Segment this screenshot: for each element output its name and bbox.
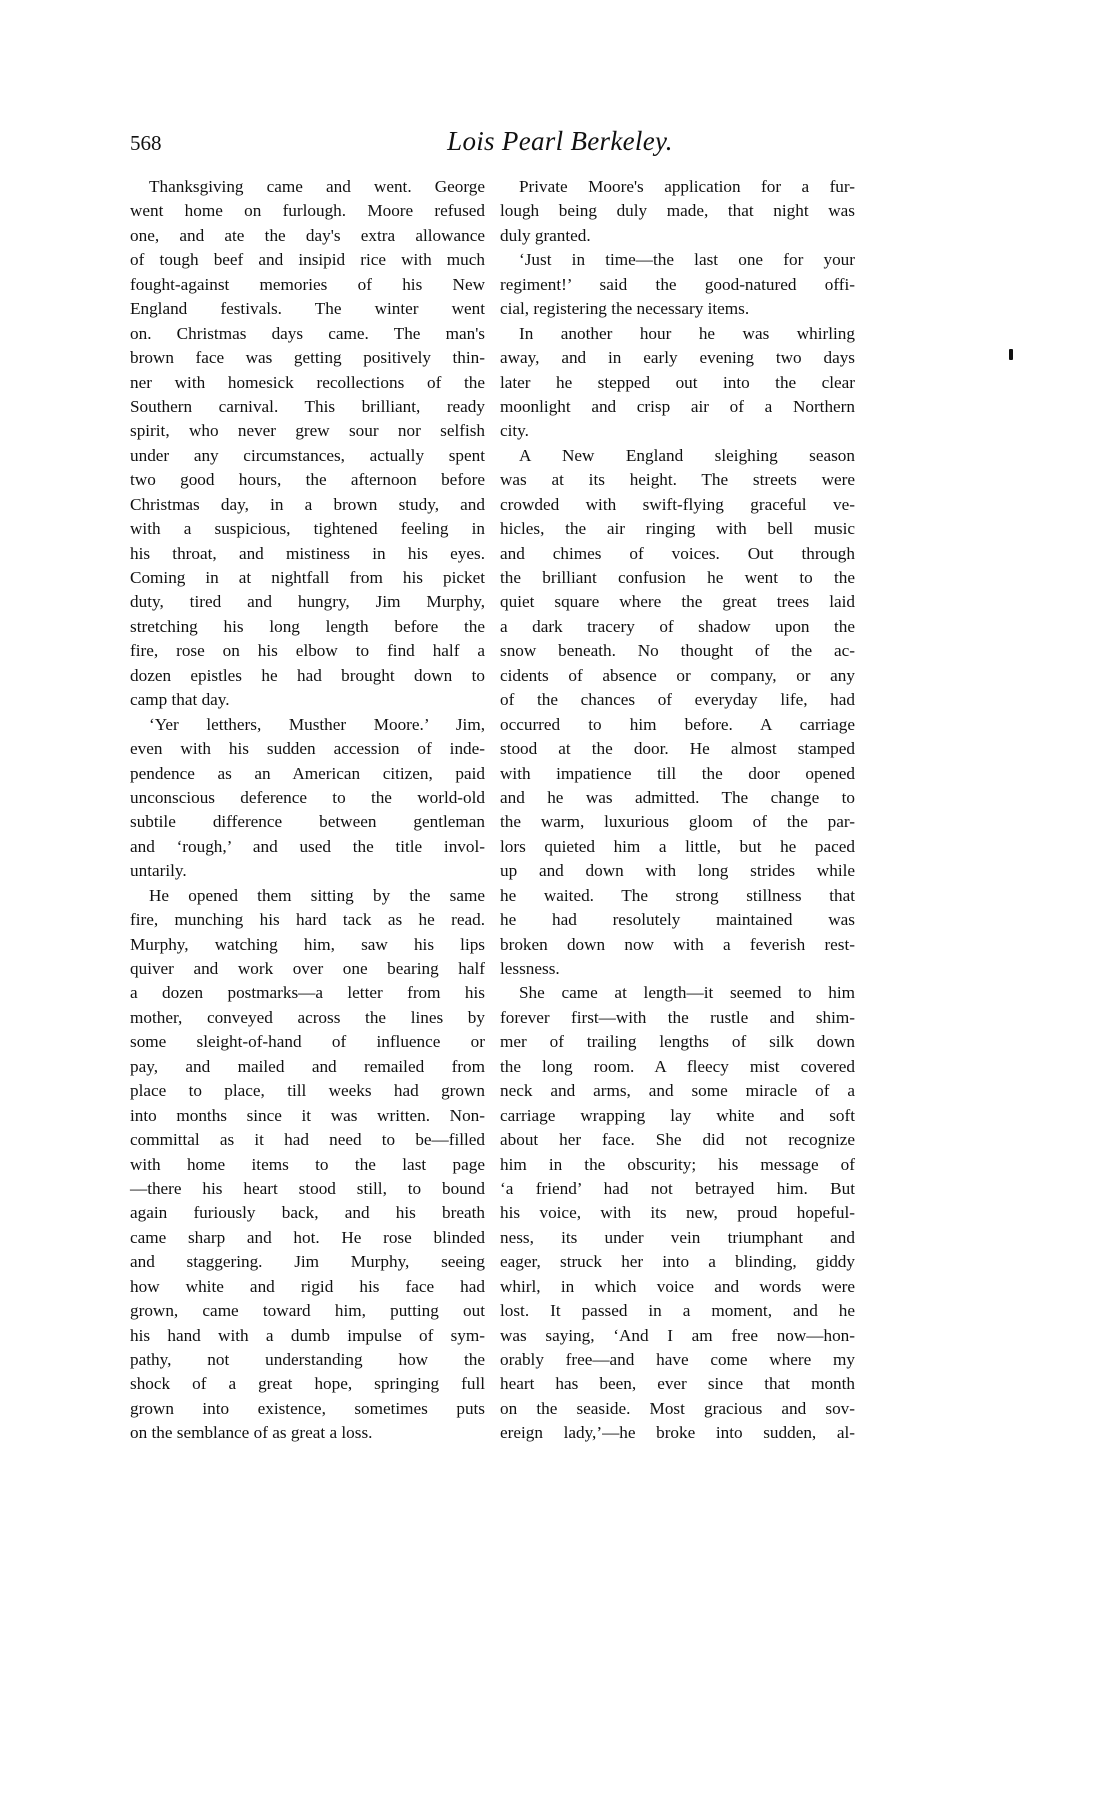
text-line: A New England sleighing season (519, 445, 855, 465)
text-line: ‘Yer letthers, Musther Moore.’ Jim, (149, 714, 485, 734)
text-line: even with his sudden accession of inde- (130, 739, 485, 759)
text-line: ‘a friend’ had not betrayed him. But (500, 1178, 855, 1198)
text-line: lessness. (500, 959, 560, 978)
text-line: later he stepped out into the clear (500, 372, 855, 392)
text-line: how white and rigid his face had (130, 1276, 485, 1296)
text-line: She came at length—it seemed to him (519, 983, 855, 1003)
text-line: brown face was getting positively thin- (130, 348, 485, 368)
text-line: untarily. (130, 861, 187, 881)
text-line: some sleight-of-hand of influence or (130, 1032, 485, 1052)
text-line: two good hours, the afternoon before (130, 470, 485, 490)
text-line: occurred to him before. A carriage (500, 714, 855, 734)
text-line: broken down now with a feverish rest- (500, 934, 855, 954)
text-line: on the semblance of as great a loss. (130, 1423, 373, 1443)
text-line: and staggering. Jim Murphy, seeing (130, 1252, 485, 1272)
text-line: pathy, not understanding how the (130, 1350, 485, 1369)
text-line: pay, and mailed and remailed from (130, 1056, 485, 1076)
text-line: cial, registering the necessary items. (500, 299, 750, 319)
text-line: regiment!’ said the good-natured offi- (500, 274, 855, 294)
text-line: ereign lady,’—he broke into sudden, al- (500, 1423, 855, 1443)
text-line: was at its height. The streets were (500, 470, 855, 490)
text-line: duty, tired and hungry, Jim Murphy, (130, 592, 485, 612)
text-line: on. Christmas days came. The man's (130, 323, 485, 343)
text-line: lough being duly made, that night was (500, 201, 855, 221)
page-number: 568 (130, 131, 162, 155)
text-line: with home items to the last page (130, 1154, 485, 1174)
text-column-left (130, 175, 485, 1446)
text-line: camp that day. (130, 690, 230, 710)
text-line: quiet square where the great trees laid (500, 592, 855, 612)
text-line: with impatience till the door opened (500, 763, 855, 783)
text-line: pendence as an American citizen, paid (130, 763, 485, 783)
text-line: crowded with swift-flying graceful ve- (500, 494, 855, 514)
text-line: the long room. A fleecy mist covered (500, 1056, 855, 1076)
text-line: lost. It passed in a moment, and he (500, 1301, 855, 1321)
text-line: heart has been, ever since that month (500, 1374, 855, 1394)
text-line: cidents of absence or company, or any (500, 665, 855, 685)
text-line: fought-against memories of his New (130, 274, 485, 294)
text-column-right (500, 175, 855, 1446)
text-line: he waited. The strong stillness that (500, 885, 855, 905)
text-line: one, and ate the day's extra allowance (130, 225, 485, 245)
text-line: grown, came toward him, putting out (130, 1301, 485, 1321)
text-line: of the chances of everyday life, had (500, 690, 855, 710)
text-line: orably free—and have come where my (500, 1350, 855, 1369)
text-line: He opened them sitting by the same (149, 885, 485, 905)
text-line: on the seaside. Most gracious and sov- (500, 1398, 855, 1418)
text-line: Coming in at nightfall from his picket (130, 568, 485, 587)
text-line: stretching his long length before the (130, 616, 485, 636)
text-line: a dark tracery of shadow upon the (500, 616, 855, 636)
text-line: ‘Just in time—the last one for your (519, 250, 855, 270)
text-line: grown into existence, sometimes puts (130, 1398, 485, 1418)
text-line: he had resolutely maintained was (500, 910, 855, 930)
text-line: up and down with long strides while (500, 861, 855, 881)
text-line: spirit, who never grew sour nor selfish (130, 421, 485, 441)
text-line: place to place, till weeks had grown (130, 1081, 485, 1101)
text-line: and he was admitted. The change to (500, 787, 855, 807)
text-line: city. (500, 421, 529, 441)
text-line: shock of a great hope, springing full (130, 1374, 485, 1394)
text-line: mother, conveyed across the lines by (130, 1007, 485, 1027)
text-line: under any circumstances, actually spent (130, 445, 485, 465)
text-line: neck and arms, and some miracle of a (500, 1081, 855, 1101)
text-line: and ‘rough,’ and used the title invol- (130, 836, 485, 856)
text-line: mer of trailing lengths of silk down (500, 1032, 855, 1052)
text-line: dozen epistles he had brought down to (130, 665, 485, 685)
text-line: Southern carnival. This brilliant, ready (130, 396, 485, 416)
text-line: subtile difference between gentleman (130, 812, 485, 832)
text-line: the brilliant confusion he went to the (500, 568, 855, 587)
text-line: forever first—with the rustle and shim- (500, 1007, 855, 1027)
text-line: away, and in early evening two days (500, 348, 855, 368)
text-line: Christmas day, in a brown study, and (130, 494, 485, 514)
text-line: unconscious deference to the world-old (130, 787, 485, 807)
text-line: Murphy, watching him, saw his lips (130, 934, 485, 954)
text-line: snow beneath. No thought of the ac- (500, 641, 855, 661)
text-line: with a suspicious, tightened feeling in (130, 519, 485, 539)
text-line: into months since it was written. Non- (130, 1105, 485, 1125)
text-line: lors quieted him a little, but he paced (500, 836, 855, 856)
text-line: came sharp and hot. He rose blinded (130, 1227, 485, 1247)
text-line: carriage wrapping lay white and soft (500, 1105, 855, 1125)
text-line: his hand with a dumb impulse of sym- (130, 1325, 485, 1345)
text-line: again furiously back, and his breath (130, 1203, 485, 1223)
text-line: whirl, in which voice and words were (500, 1276, 855, 1296)
text-line: a dozen postmarks—a letter from his (130, 983, 485, 1003)
text-line: about her face. She did not recognize (500, 1130, 855, 1150)
text-line: his voice, with its new, proud hopeful- (500, 1203, 855, 1223)
text-line: hicles, the air ringing with bell music (500, 519, 855, 539)
text-line: ness, its under vein triumphant and (500, 1227, 855, 1247)
text-line: —there his heart stood still, to bound (130, 1178, 485, 1198)
text-line: of tough beef and insipid rice with much (130, 250, 485, 270)
text-line: went home on furlough. Moore refused (130, 201, 485, 221)
margin-ink-mark (1009, 349, 1013, 360)
text-line: and chimes of voices. Out through (500, 543, 855, 563)
running-title: Lois Pearl Berkeley. (447, 126, 673, 156)
text-line: England festivals. The winter went (130, 299, 485, 319)
text-line: ner with homesick recollections of the (130, 372, 485, 392)
text-line: eager, struck her into a blinding, giddy (500, 1252, 855, 1272)
text-line: his throat, and mistiness in his eyes. (130, 543, 485, 563)
text-line: moonlight and crisp air of a Northern (500, 396, 855, 416)
text-line: duly granted. (500, 225, 591, 245)
text-line: Thanksgiving came and went. George (149, 177, 485, 196)
text-line: was saying, ‘And I am free now—hon- (500, 1325, 855, 1345)
text-line: fire, rose on his elbow to find half a (130, 641, 485, 661)
text-line: quiver and work over one bearing half (130, 959, 485, 978)
text-line: committal as it had need to be—filled (130, 1130, 485, 1150)
text-line: fire, munching his hard tack as he read. (130, 910, 485, 930)
text-line: In another hour he was whirling (519, 323, 855, 343)
text-line: him in the obscurity; his message of (500, 1154, 855, 1174)
text-line: Private Moore's application for a fur- (519, 177, 855, 196)
text-line: the warm, luxurious gloom of the par- (500, 812, 855, 832)
text-line: stood at the door. He almost stamped (500, 739, 855, 759)
